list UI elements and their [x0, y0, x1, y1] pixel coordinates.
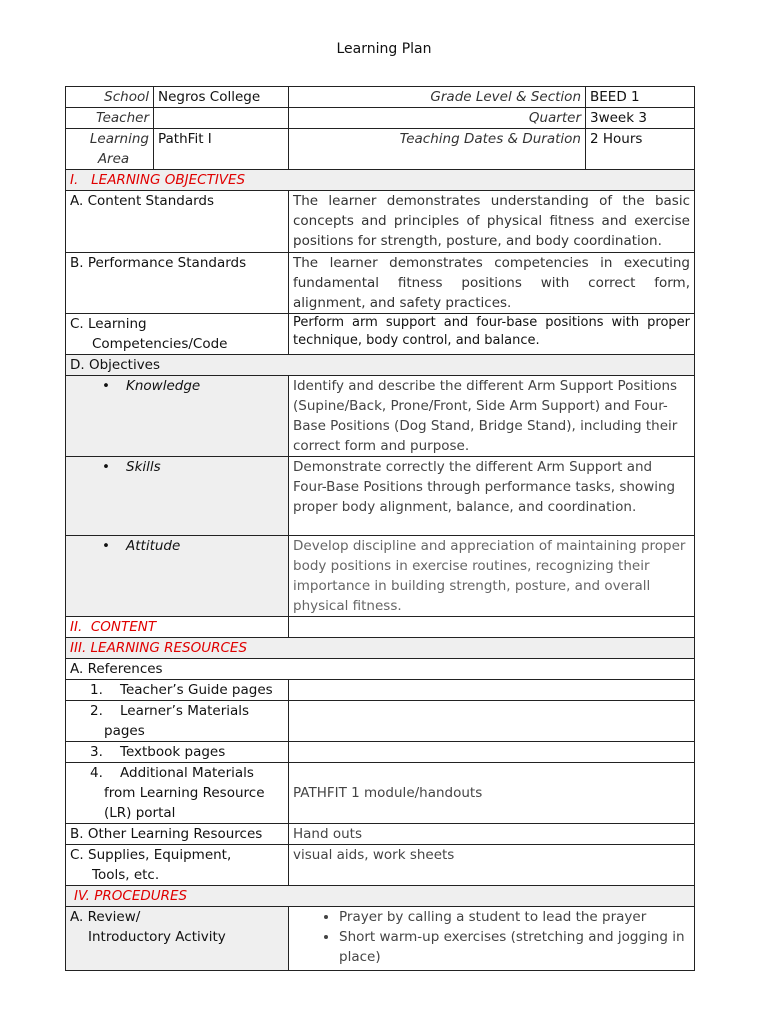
- d-objectives-row: [66, 355, 695, 376]
- skills-row: [66, 457, 695, 536]
- learners-materials-value: [289, 701, 695, 742]
- content-value: [289, 617, 695, 638]
- page-title: Learning Plan: [336, 41, 432, 57]
- bullet-icon: •: [102, 538, 110, 554]
- competencies-row: [66, 314, 695, 355]
- attitude-label: [66, 536, 289, 617]
- other-resources-row: [66, 824, 695, 845]
- school-value: Negros College: [154, 87, 289, 108]
- content-standards-row: [66, 191, 695, 253]
- area-label-line2: Area: [97, 151, 130, 167]
- grade-value: BEED 1: [586, 87, 695, 108]
- knowledge-label-text: Knowledge: [126, 378, 201, 394]
- resources-heading-row: [66, 638, 695, 659]
- school-label: School: [66, 87, 154, 108]
- additional-materials-row: [66, 763, 695, 824]
- dates-label: Teaching Dates & Duration: [289, 129, 586, 170]
- procedures-heading-row: [66, 886, 695, 907]
- d-objectives-label: D. Objectives: [66, 355, 695, 376]
- bullet-icon: •: [102, 378, 110, 394]
- other-resources-value: Hand outs: [289, 824, 695, 845]
- knowledge-label: [66, 376, 289, 457]
- attitude-row: [66, 536, 695, 617]
- learners-materials-row: [66, 701, 695, 742]
- competencies-label-line2: Competencies/Code: [92, 336, 228, 352]
- teachers-guide-row: [66, 680, 695, 701]
- teachers-guide-label: 1. Teacher’s Guide pages: [66, 680, 289, 701]
- bullet-icon: •: [102, 459, 110, 475]
- references-row: [66, 659, 695, 680]
- resources-heading: III. LEARNING RESOURCES: [66, 638, 695, 659]
- content-standards-label: A. Content Standards: [66, 191, 289, 253]
- learners-materials-label: 2. Learner’s Materials pages: [66, 701, 289, 742]
- quarter-label: Quarter: [289, 108, 586, 129]
- procedures-heading: IV. PROCEDURES: [66, 886, 695, 907]
- teacher-label: Teacher: [66, 108, 154, 129]
- textbook-row: [66, 742, 695, 763]
- textbook-label: 3. Textbook pages: [66, 742, 289, 763]
- content-standards-text: The learner demonstrates understanding of the basic concepts and principles of physical fitness and exercise positions for strength, posture, and body coordination.: [289, 191, 695, 253]
- area-label-line1: Learning: [89, 131, 149, 147]
- school-row: [66, 87, 695, 108]
- skills-label: [66, 457, 289, 536]
- teacher-value: [154, 108, 289, 129]
- content-heading: II. CONTENT: [66, 617, 289, 638]
- additional-materials-label: 4. Additional Materials from Learning Resource (LR) portal: [66, 763, 289, 824]
- supplies-value: visual aids, work sheets: [289, 845, 695, 886]
- competencies-label: [66, 314, 289, 355]
- teachers-guide-value: [289, 680, 695, 701]
- area-label: [66, 129, 154, 170]
- skills-text: Demonstrate correctly the different Arm Support and Four-Base Positions through performance tasks, showing proper body alignment, balance, and coordination.: [289, 457, 695, 536]
- teacher-row: [66, 108, 695, 129]
- skills-label-text: Skills: [126, 459, 161, 475]
- grade-label: Grade Level & Section: [289, 87, 586, 108]
- list-item: • Short warm-up exercises (stretching and jogging in place): [339, 927, 690, 967]
- attitude-label-text: Attitude: [126, 538, 181, 554]
- objectives-heading: I. LEARNING OBJECTIVES: [66, 170, 695, 191]
- competencies-text: Perform arm support and four-base positions with proper technique, body control, and balance.: [289, 314, 695, 355]
- textbook-value: [289, 742, 695, 763]
- learning-plan-table: [65, 86, 695, 971]
- performance-standards-row: [66, 253, 695, 314]
- objectives-heading-row: [66, 170, 695, 191]
- content-heading-row: [66, 617, 695, 638]
- other-resources-label: B. Other Learning Resources: [66, 824, 289, 845]
- area-value: PathFit I: [154, 129, 289, 170]
- review-value: [289, 907, 695, 971]
- knowledge-row: [66, 376, 695, 457]
- review-row: [66, 907, 695, 971]
- area-row: [66, 129, 695, 170]
- knowledge-text: Identify and describe the different Arm Support Positions (Supine/Back, Prone/Front, Side Arm Support) and Four-Base Positions (Dog Stand, Bridge Stand), including their correct form and purpose.: [289, 376, 695, 457]
- performance-standards-text: The learner demonstrates competencies in executing fundamental fitness positions with correct form, alignment, and safety practices.: [289, 253, 695, 314]
- quarter-value: 3week 3: [586, 108, 695, 129]
- performance-standards-label: B. Performance Standards: [66, 253, 289, 314]
- references-label: A. References: [66, 659, 695, 680]
- additional-materials-value: PATHFIT 1 module/handouts: [289, 763, 695, 824]
- supplies-row: [66, 845, 695, 886]
- attitude-text: Develop discipline and appreciation of maintaining proper body positions in exercise routines, recognizing their importance in building strength, posture, and overall physical fitness.: [289, 536, 695, 617]
- review-list: [293, 907, 690, 967]
- supplies-label: C. Supplies, Equipment, Tools, etc.: [66, 845, 289, 886]
- review-label: A. Review/ Introductory Activity: [66, 907, 289, 971]
- dates-value: 2 Hours: [586, 129, 695, 170]
- competencies-label-line1: C. Learning: [70, 316, 147, 332]
- list-item: • Prayer by calling a student to lead the prayer: [339, 907, 690, 927]
